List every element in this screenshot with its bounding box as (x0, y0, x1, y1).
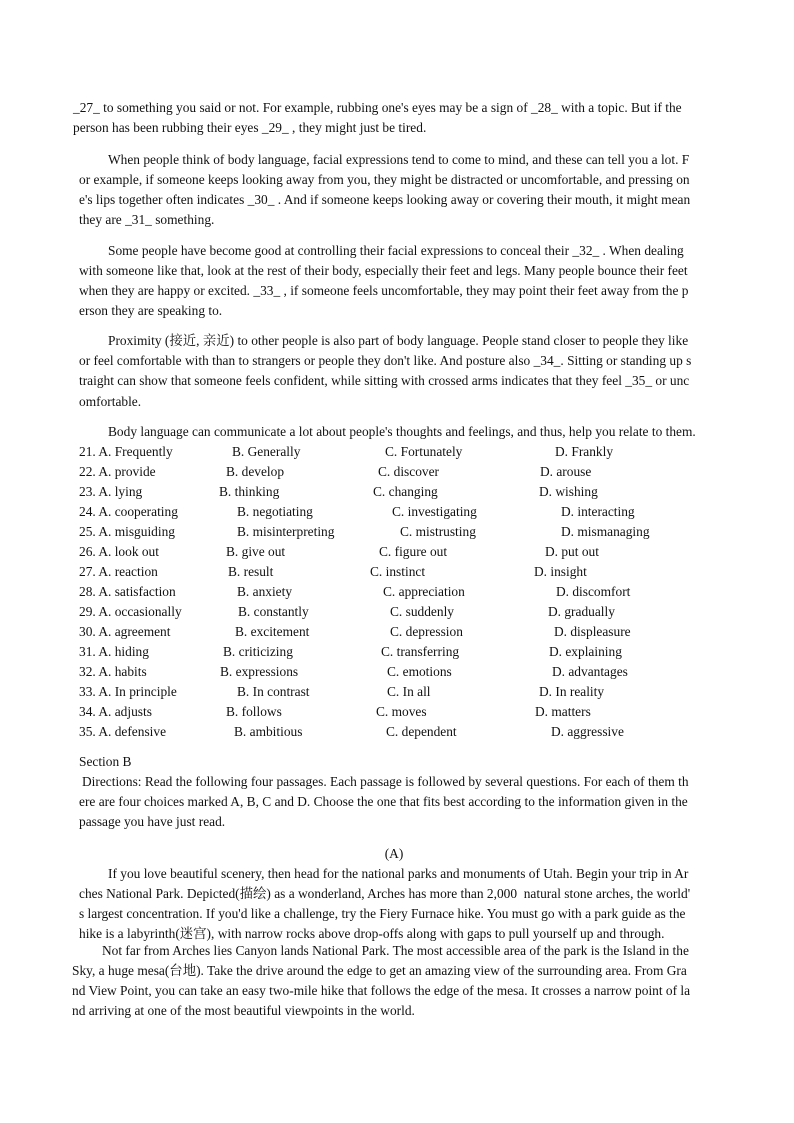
option-row (0, 482, 794, 502)
option-c: C. suddenly (390, 604, 454, 619)
option-d: D. displeasure (554, 624, 631, 639)
directions-line: Directions: Read the following four passages. Each passage is followed by several questions. For each of them th (82, 774, 689, 789)
passage-line: traight can show that someone feels confident, while sitting with crossed arms indicates that they feel _35_ or unc (79, 373, 690, 388)
passage-a-line: Not far from Arches lies Canyon lands National Park. The most accessible area of the park is the Island in the (102, 943, 689, 958)
passage-line: they are _31_ something. (79, 212, 215, 227)
option-d: D. insight (534, 564, 587, 579)
option-c: C. figure out (379, 544, 448, 559)
option-row (0, 702, 794, 722)
option-b: B. follows (226, 704, 282, 719)
option-c: C. depression (390, 624, 463, 639)
option-a: 31. A. hiding (79, 644, 149, 659)
option-c: C. Fortunately (385, 444, 463, 459)
option-d: D. put out (545, 544, 599, 559)
passage-line: with someone like that, look at the rest of their body, especially their feet and legs. Many people bounce their feet (79, 263, 688, 278)
passage-line: e's lips together often indicates _30_ . And if someone keeps looking away or covering their mouth, it might mean (79, 192, 691, 207)
passage-line: person has been rubbing their eyes _29_ , they might just be tired. (73, 120, 427, 135)
option-b: B. misinterpreting (237, 524, 335, 539)
passage-line: when they are happy or excited. _33_ , if someone feels uncomfortable, they may point their feet away from the p (79, 283, 689, 298)
option-row (0, 602, 794, 622)
passage-line: When people think of body language, facial expressions tend to come to mind, and these can tell you a lot. F (108, 152, 690, 167)
option-a: 25. A. misguiding (79, 524, 175, 539)
section-title: Section B (79, 754, 132, 769)
option-a: 23. A. lying (79, 484, 143, 499)
option-a: 29. A. occasionally (79, 604, 182, 619)
directions-line: passage you have just read. (79, 814, 226, 829)
option-d: D. advantages (552, 664, 628, 679)
option-d: D. explaining (549, 644, 622, 659)
option-row (0, 522, 794, 542)
option-d: D. aggressive (551, 724, 624, 739)
option-b: B. excitement (235, 624, 310, 639)
option-b: B. anxiety (237, 584, 293, 599)
option-a: 34. A. adjusts (79, 704, 152, 719)
option-b: B. result (228, 564, 274, 579)
passage-line: or feel comfortable with than to strangers or people they don't like. And posture also _34_. Sitting or standing up s (79, 353, 692, 368)
passage-a-line: hike is a labyrinth(迷宫), with narrow rocks above drop-offs along with gaps to pull yourself up and through. (79, 926, 665, 941)
option-b: B. criticizing (223, 644, 293, 659)
option-b: B. constantly (238, 604, 309, 619)
option-row (0, 722, 794, 742)
option-d: D. matters (535, 704, 591, 719)
passage-line: Proximity (接近, 亲近) to other people is also part of body language. People stand closer to people they like (108, 333, 689, 348)
option-row (0, 622, 794, 642)
option-d: D. discomfort (556, 584, 631, 599)
option-c: C. instinct (370, 564, 426, 579)
option-row (0, 502, 794, 522)
passage-a-line: ches National Park. Depicted(描绘) as a wonderland, Arches has more than 2,000 natural stone arches, the world' (79, 886, 691, 901)
option-c: C. emotions (387, 664, 452, 679)
option-row (0, 462, 794, 482)
option-c: C. discover (378, 464, 439, 479)
option-a: 33. A. In principle (79, 684, 177, 699)
option-d: D. mismanaging (561, 524, 650, 539)
option-c: C. investigating (392, 504, 477, 519)
option-b: B. ambitious (234, 724, 303, 739)
option-a: 27. A. reaction (79, 564, 158, 579)
option-a: 26. A. look out (79, 544, 159, 559)
option-b: B. expressions (220, 664, 299, 679)
option-b: B. develop (226, 464, 285, 479)
passage-a-line: If you love beautiful scenery, then head for the national parks and monuments of Utah. Begin your trip in Ar (108, 866, 689, 881)
option-row (0, 542, 794, 562)
option-row (0, 562, 794, 582)
directions-line: ere are four choices marked A, B, C and D. Choose the one that fits best according to the information given in the (79, 794, 688, 809)
passage-line: _27_ to something you said or not. For example, rubbing one's eyes may be a sign of _28_ with a topic. But if the (73, 100, 682, 115)
passage-line: Some people have become good at controlling their facial expressions to conceal their _32_ . When dealing (108, 243, 684, 258)
option-a: 24. A. cooperating (79, 504, 178, 519)
passage-line: Body language can communicate a lot about people's thoughts and feelings, and thus, help you relate to them. (108, 424, 696, 439)
option-d: D. In reality (539, 684, 605, 699)
passage-a-line: nd arriving at one of the most beautiful viewpoints in the world. (72, 1003, 415, 1018)
passage-a-line: nd View Point, you can take an easy two-mile hike that follows the edge of the mesa. It crosses a narrow point of la (72, 983, 691, 998)
passage-a-line: s largest concentration. If you'd like a challenge, try the Fiery Furnace hike. You must go with a park guide as the (79, 906, 686, 921)
option-c: C. moves (376, 704, 427, 719)
option-c: C. mistrusting (400, 524, 476, 539)
option-row (0, 642, 794, 662)
passage-label: (A) (384, 846, 404, 861)
option-row (0, 682, 794, 702)
option-a: 21. A. Frequently (79, 444, 173, 459)
option-d: D. gradually (548, 604, 615, 619)
option-d: D. arouse (540, 464, 592, 479)
option-a: 28. A. satisfaction (79, 584, 176, 599)
option-b: B. In contrast (237, 684, 310, 699)
passage-line: erson they are speaking to. (79, 303, 223, 318)
option-a: 35. A. defensive (79, 724, 167, 739)
option-c: C. dependent (386, 724, 457, 739)
option-b: B. give out (226, 544, 286, 559)
passage-line: omfortable. (79, 394, 142, 409)
option-c: C. changing (373, 484, 438, 499)
option-c: C. In all (387, 684, 431, 699)
option-row (0, 442, 794, 462)
option-a: 30. A. agreement (79, 624, 171, 639)
option-d: D. interacting (561, 504, 635, 519)
option-row (0, 662, 794, 682)
option-b: B. thinking (219, 484, 280, 499)
option-b: B. Generally (232, 444, 301, 459)
passage-a-line: Sky, a huge mesa(台地). Take the drive around the edge to get an amazing view of the surrounding area. From Gra (72, 963, 687, 978)
option-c: C. transferring (381, 644, 460, 659)
option-a: 32. A. habits (79, 664, 147, 679)
option-b: B. negotiating (237, 504, 313, 519)
option-d: D. wishing (539, 484, 598, 499)
option-a: 22. A. provide (79, 464, 156, 479)
option-c: C. appreciation (383, 584, 465, 599)
option-row (0, 582, 794, 602)
option-d: D. Frankly (555, 444, 614, 459)
passage-line: or example, if someone keeps looking away from you, they might be distracted or uncomfortable, and pressing on (79, 172, 690, 187)
